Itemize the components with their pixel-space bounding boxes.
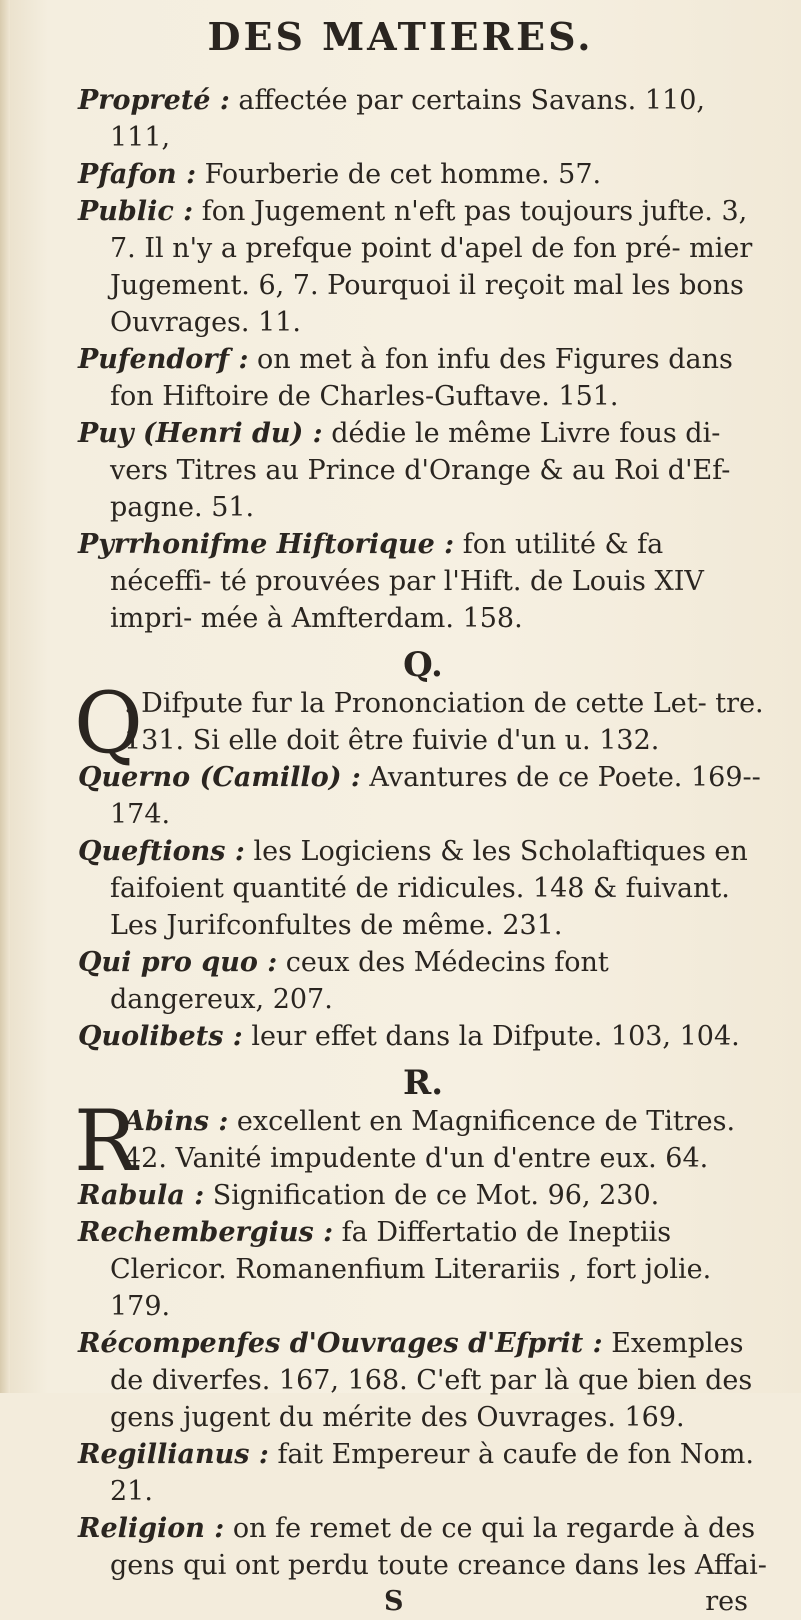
entry-head: Rabula :: [78, 1180, 205, 1211]
catchword: res: [705, 1586, 748, 1617]
entry-head: Qui pro quo :: [78, 947, 278, 978]
index-entry: [78, 156, 768, 193]
dropcap-q: Q: [74, 674, 143, 772]
entry-head: Pyrrhonifme Hiftorique :: [78, 529, 455, 560]
dropcap-r: R: [74, 1092, 138, 1190]
entry-text: Avantures de ce Poete. 169-- 174.: [110, 762, 761, 830]
section-p: [78, 82, 768, 637]
entry-text: fa Differtatio de Ineptiis Clericor. Romanenfium Literariis , fort jolie. 179.: [110, 1217, 712, 1322]
section-r: [78, 1177, 768, 1584]
entry-head: Public :: [78, 196, 194, 227]
running-head: DES MATIERES.: [207, 14, 594, 59]
section-letter-r: R.: [402, 1063, 444, 1103]
entry-text: Exemples de diverfes. 167, 168. C'eft par là que bien des gens jugent du mérite des Ouvrages. 169.: [110, 1328, 753, 1433]
entry-head: Regillianus :: [78, 1439, 269, 1470]
index-entry: [78, 415, 768, 526]
signature-mark: S: [384, 1586, 404, 1617]
index-entry: [78, 833, 768, 944]
entry-head: Abins :: [124, 1106, 229, 1137]
index-entry: [78, 341, 768, 415]
entry-text: Fourberie de cet homme. 57.: [196, 159, 602, 190]
r-first-entry-block: [74, 1092, 768, 1190]
entry-head: Propreté :: [78, 85, 230, 116]
entry-text: les Logiciens & les Scholaftiques en faifoient quantité de ridicules. 148 & fuivant. Les Jurifconfultes de même. 231.: [110, 836, 748, 941]
entry-head: Religion :: [78, 1513, 225, 1544]
entry-text: on met à fon infu des Figures dans fon Hiftoire de Charles-Guftave. 151.: [110, 344, 733, 412]
entry-text: dédie le même Livre fous di- vers Titres au Prince d'Orange & au Roi d'Ef- pagne. 51.: [110, 418, 731, 523]
page-edge: [0, 0, 10, 1393]
entry-text: Signification de ce Mot. 96, 230.: [204, 1180, 660, 1211]
index-entry: [78, 1510, 768, 1584]
entry-head: Récompenfes d'Ouvrages d'Efprit :: [78, 1328, 603, 1359]
index-content: [74, 82, 768, 1620]
index-entry: [124, 1103, 768, 1177]
index-entry: [78, 526, 768, 637]
footer-line: [78, 1584, 768, 1620]
section-letter-q: Q.: [403, 645, 443, 685]
entry-head: Rechembergius :: [78, 1217, 334, 1248]
entry-head: Quolibets :: [78, 1021, 243, 1052]
entry-text: . Difpute fur la Prononciation de cette Let- tre. 131. Si elle doit être fuivie d'un u. 132.: [124, 688, 764, 756]
entry-text: fait Empereur à caufe de fon Nom. 21.: [110, 1439, 754, 1507]
entry-head: Puy (Henri du) :: [78, 418, 323, 449]
entry-text: leur effet dans la Difpute. 103, 104.: [242, 1021, 740, 1052]
entry-text: fon utilité & fa néceffi- té prouvées par l'Hift. de Louis XIV impri- mée à Amfterdam. 158.: [110, 529, 704, 634]
entry-text: fon Jugement n'eft pas toujours jufte. 3, 7. Il n'y a prefque point d'apel de fon pré- mier Jugement. 6, 7. Pourquoi il reçoit mal les bons Ouvrages. 11.: [110, 196, 753, 338]
entry-head: Pufendorf :: [78, 344, 249, 375]
entry-text: ceux des Médecins font dangereux, 207.: [110, 947, 609, 1015]
index-entry: [78, 759, 768, 833]
index-entry: [78, 944, 768, 1018]
index-entry: [78, 1436, 768, 1510]
index-entry: [124, 685, 768, 759]
entry-text: excellent en Magnificence de Titres. 42. Vanité impudente d'un d'entre eux. 64.: [124, 1106, 736, 1174]
index-entry: [78, 1214, 768, 1325]
index-entry: [78, 1325, 768, 1436]
index-entry: [78, 1018, 768, 1055]
q-first-entry-block: [74, 674, 768, 772]
index-entry: [78, 193, 768, 341]
index-entry: [78, 1177, 768, 1214]
section-q: [78, 759, 768, 1055]
entry-head: Querno (Camillo) :: [78, 762, 361, 793]
entry-text: affectée par certains Savans. 110, 111,: [110, 85, 705, 153]
entry-text: on fe remet de ce qui la regarde à des gens qui ont perdu toute creance dans les Affai-: [110, 1513, 767, 1581]
index-entry: [78, 82, 768, 156]
entry-head: Pfafon :: [78, 159, 197, 190]
entry-head: Queftions :: [78, 836, 245, 867]
